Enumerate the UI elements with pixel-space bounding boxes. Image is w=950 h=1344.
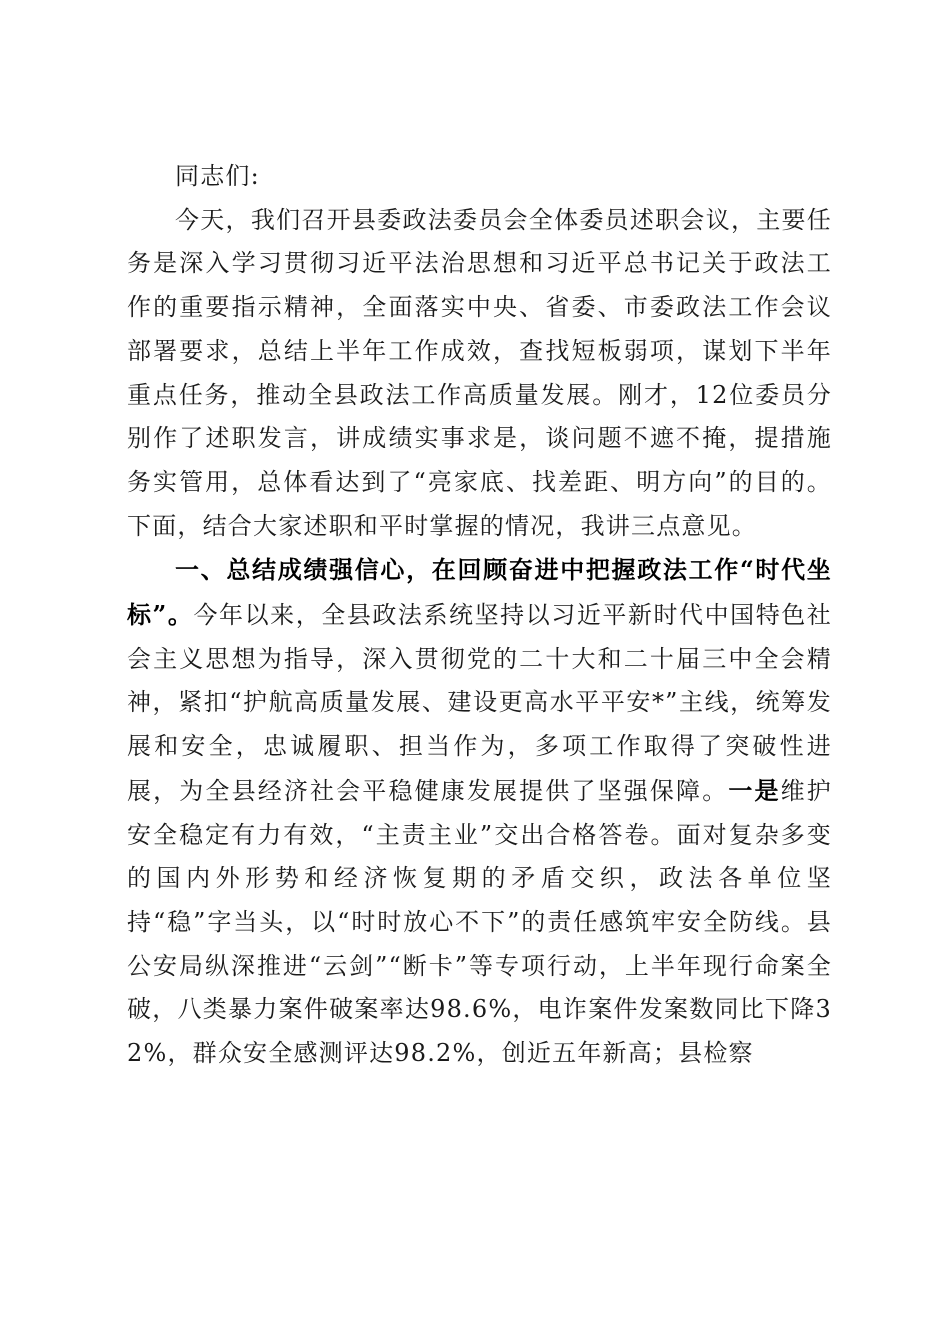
section-1-intro-text: 今年以来，全县政法系统坚持以习近平新时代中国特色社会主义思想为指导，深入贯彻党的二十大和二十届三中全会精神，紧扣“护航高质量发展、建设更高水平平安*”主线，统筹发展和安全，忠诚履职、担当作为，多项工作取得了突破性进展，为全县经济社会平稳健康发展提供了坚强保障。 <box>127 601 833 805</box>
document-body <box>127 155 832 1076</box>
point-1-text: 维护安全稳定有力有效，“主责主业”交出合格答卷。面对复杂多变的国内外形势和经济恢复期的矛盾交织，政法各单位坚持“稳”字当头，以“时时放心不下”的责任感筑牢安全防线。县公安局纵深推进“云剑”“断卡”等专项行动，上半年现行命案全破，八类暴力案件破案率达98.6%，电诈案件发案数同比下降32%，群众安全感测评达98.2%，创近五年新高；县检察 <box>127 776 832 1068</box>
section-1-heading: 一、总结成绩强信心，在回顾奋进中把握政法工作“时代坐标”。 <box>127 555 832 630</box>
opening-paragraph: 今天，我们召开县委政法委员会全体委员述职会议，主要任务是深入学习贯彻习近平法治思想和习近平总书记关于政法工作的重要指示精神，全面落实中央、省委、市委政法工作会议部署要求，总结上半年工作成效，查找短板弱项，谋划下半年重点任务，推动全县政法工作高质量发展。刚才，12位委员分别作了述职发言，讲成绩实事求是，谈问题不遮不掩，提措施务实管用，总体看达到了“亮家底、找差距、明方向”的目的。下面，结合大家述职和平时掌握的情况，我讲三点意见。 <box>127 205 832 540</box>
point-1-label: 一是 <box>728 775 781 805</box>
section-1-paragraph <box>127 548 832 1075</box>
salutation: 同志们: <box>175 162 260 190</box>
